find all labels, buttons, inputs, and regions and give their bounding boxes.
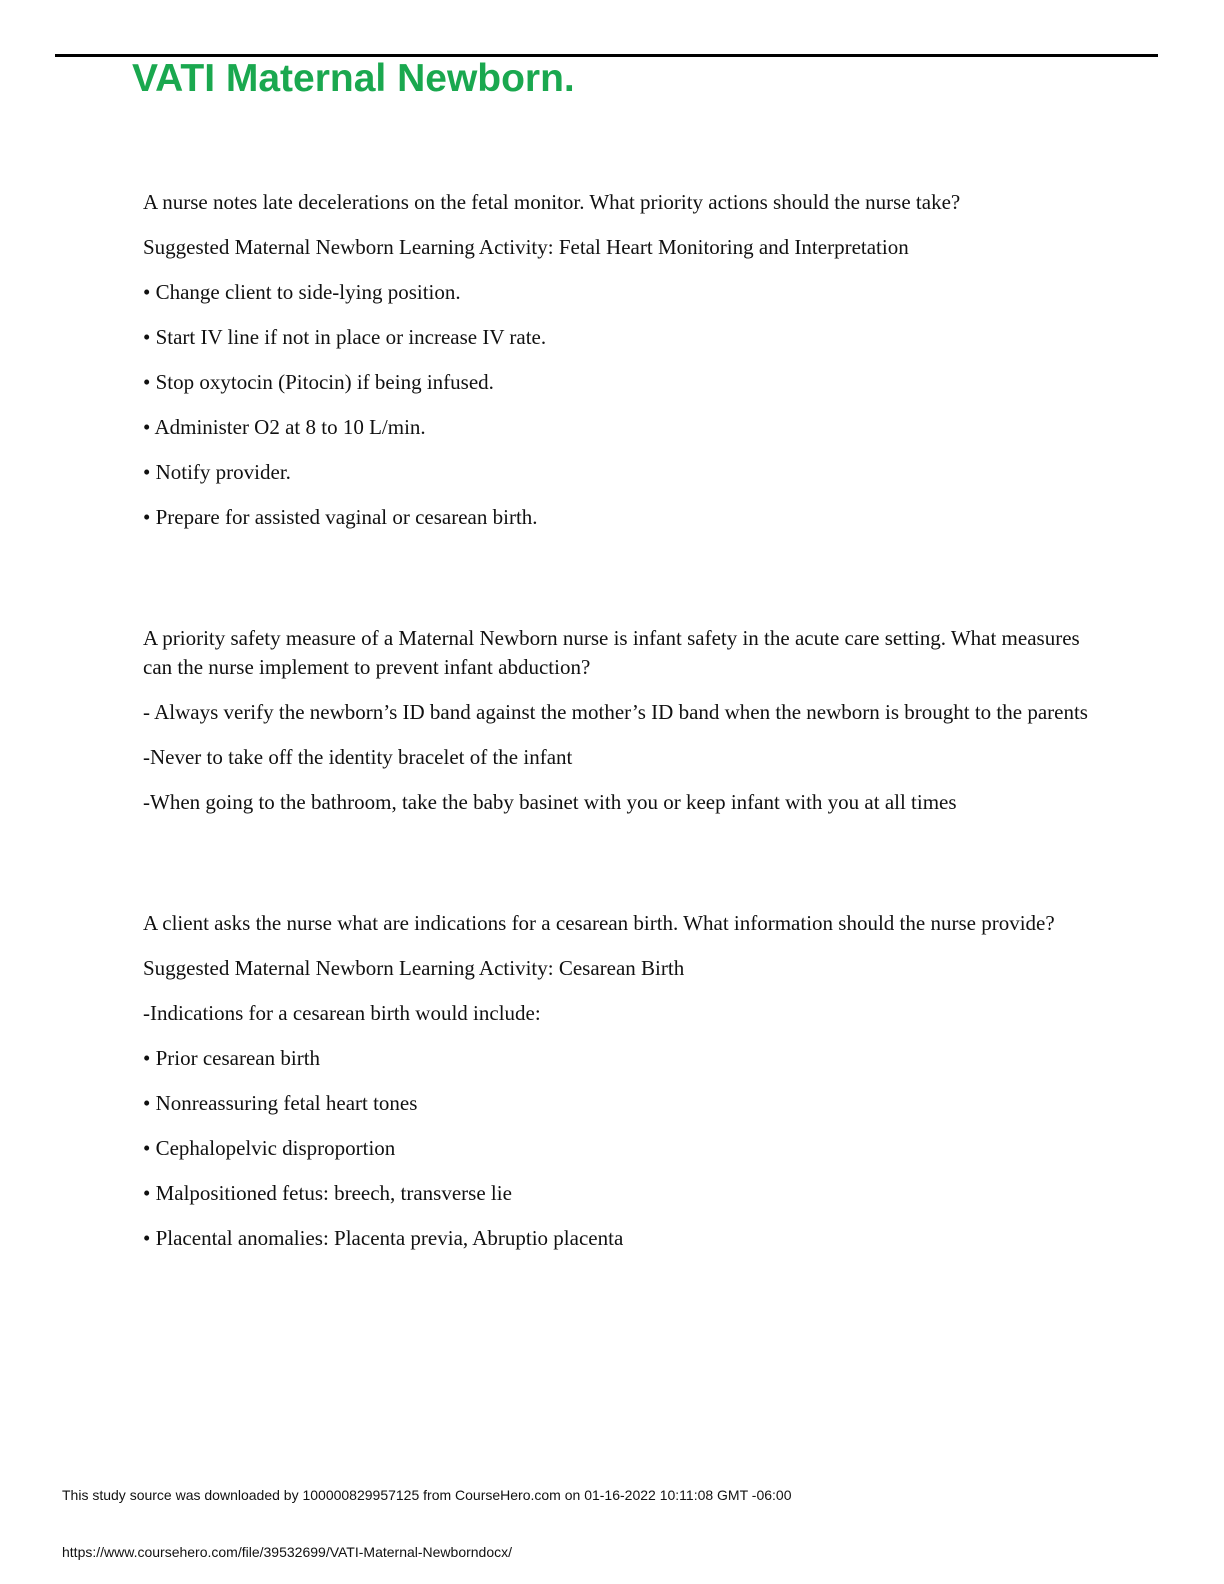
list-item: -Never to take off the identity bracelet of the infant (143, 745, 573, 769)
list-item: • Malpositioned fetus: breech, transverse lie (143, 1181, 512, 1205)
list-item: • Cephalopelvic disproportion (143, 1136, 396, 1160)
source-url-link[interactable]: https://www.coursehero.com/file/39532699/VATI-Maternal-Newborndocx/ (62, 1544, 513, 1560)
list-item: • Stop oxytocin (Pitocin) if being infused. (143, 370, 494, 394)
list-item: • Prior cesarean birth (143, 1046, 321, 1070)
download-source-notice: This study source was downloaded by 100000829957125 from CourseHero.com on 01-16-2022 10:11:08 GMT -06:00 (62, 1487, 792, 1503)
question-text: A nurse notes late decelerations on the fetal monitor. What priority actions should the nurse take? (143, 190, 961, 214)
question-text: A client asks the nurse what are indications for a cesarean birth. What information should the nurse provide? (143, 911, 1055, 935)
section-infant-safety (143, 624, 1088, 817)
list-item: - Always verify the newborn’s ID band against the mother’s ID band when the newborn is brought to the parents (143, 700, 1088, 724)
list-intro-text: -Indications for a cesarean birth would include: (143, 1001, 541, 1025)
document-title: VATI Maternal Newborn. (132, 57, 575, 100)
list-item: • Placental anomalies: Placenta previa, Abruptio placenta (143, 1226, 624, 1250)
list-item: • Administer O2 at 8 to 10 L/min. (143, 415, 426, 439)
section-cesarean-indications (143, 909, 1088, 1253)
learning-activity-text: Suggested Maternal Newborn Learning Activity: Cesarean Birth (143, 956, 685, 980)
section-late-decelerations (143, 188, 1088, 532)
list-item: • Notify provider. (143, 460, 291, 484)
list-item: • Start IV line if not in place or increase IV rate. (143, 325, 547, 349)
list-item: • Prepare for assisted vaginal or cesarean birth. (143, 505, 538, 529)
learning-activity-text: Suggested Maternal Newborn Learning Activity: Fetal Heart Monitoring and Interpretation (143, 235, 909, 259)
document-body (143, 188, 1088, 1253)
question-text: A priority safety measure of a Maternal Newborn nurse is infant safety in the acute care setting. What measures can the nurse implement to prevent infant abduction? (143, 626, 1080, 679)
list-item: • Change client to side-lying position. (143, 280, 461, 304)
list-item: -When going to the bathroom, take the baby basinet with you or keep infant with you at all times (143, 790, 957, 814)
list-item: • Nonreassuring fetal heart tones (143, 1091, 418, 1115)
